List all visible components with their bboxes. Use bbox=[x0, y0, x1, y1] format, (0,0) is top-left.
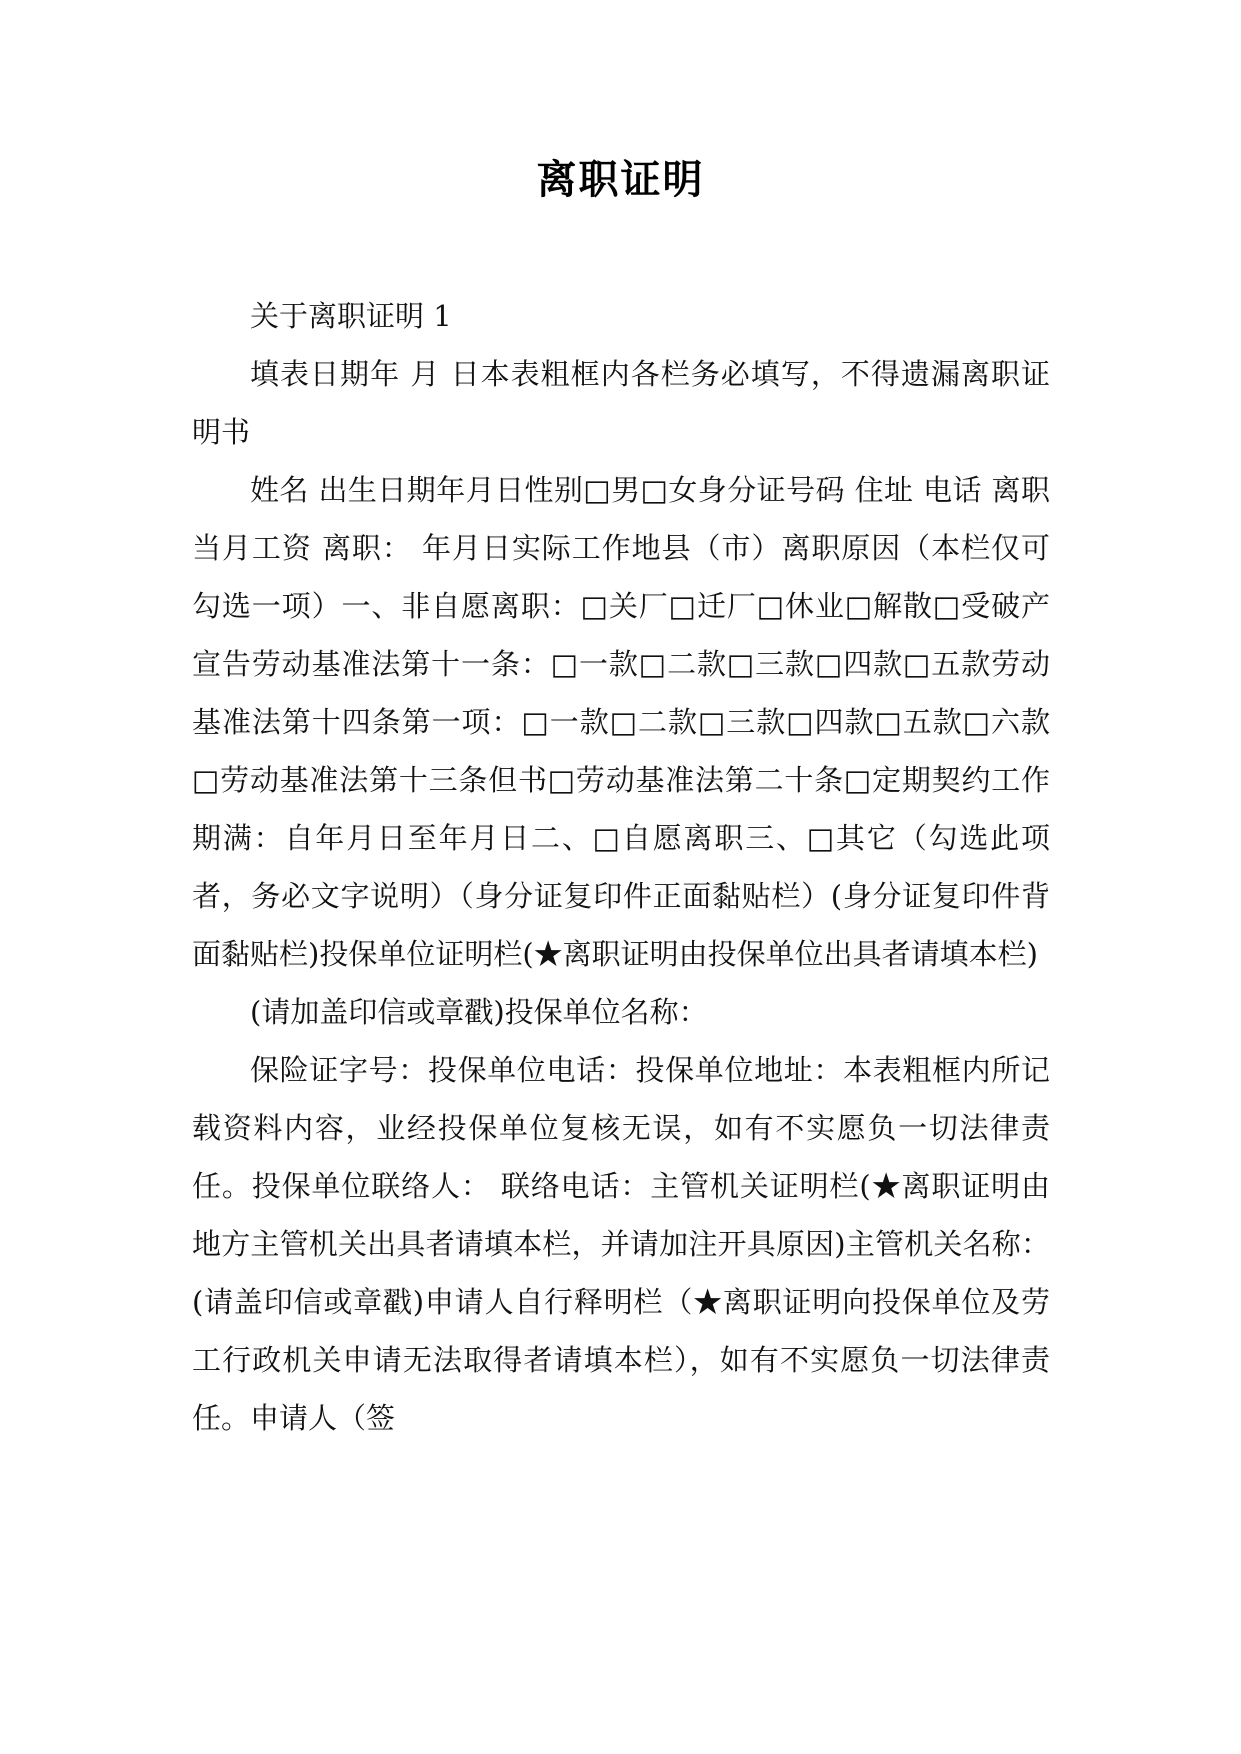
document-title: 离职证明 bbox=[536, 156, 705, 203]
document-body bbox=[192, 287, 1050, 1447]
paragraph-form-date: 填表日期年 月 日本表粗框内各栏务必填写，不得遗漏离职证明书 bbox=[192, 357, 1050, 449]
paragraph-heading: 关于离职证明 1 bbox=[250, 299, 452, 333]
paragraph-employer-info: 保险证字号：投保单位电话：投保单位地址：本表粗框内所记载资料内容，业经投保单位复核无误，如有不实愿负一切法律责任。投保单位联络人： 联络电话：主管机关证明栏(★离职证明由地方主管机关出具者请填本栏，并请加注开具原因)主管机关名称：(请盖印信或章戳)申请人自行释明栏（★离职证明向投保单位及劳工行政机关申请无法取得者请填本栏），如有不实愿负一切法律责任。申请人（签 bbox=[192, 1053, 1050, 1435]
paragraph-personal-info: 姓名 出生日期年月日性别□男□女身分证号码 住址 电话 离职当月工资 离职： 年月日实际工作地县（市）离职原因（本栏仅可勾选一项）一、非自愿离职：□关厂□迁厂□休业□解散□受破产宣告劳动基准法第十一条：□一款□二款□三款□四款□五款劳动基准法第十四条第一项：□一款□二款□三款□四款□五款□六款□劳动基准法第十三条但书□劳动基准法第二十条□定期契约工作期满：自年月日至年月日二、□自愿离职三、□其它（勾选此项者，务必文字说明）（身分证复印件正面黏贴栏）(身分证复印件背面黏贴栏)投保单位证明栏(★离职证明由投保单位出具者请填本栏) bbox=[192, 473, 1050, 971]
paragraph-employer-name: (请加盖印信或章戳)投保单位名称： bbox=[250, 995, 708, 1029]
